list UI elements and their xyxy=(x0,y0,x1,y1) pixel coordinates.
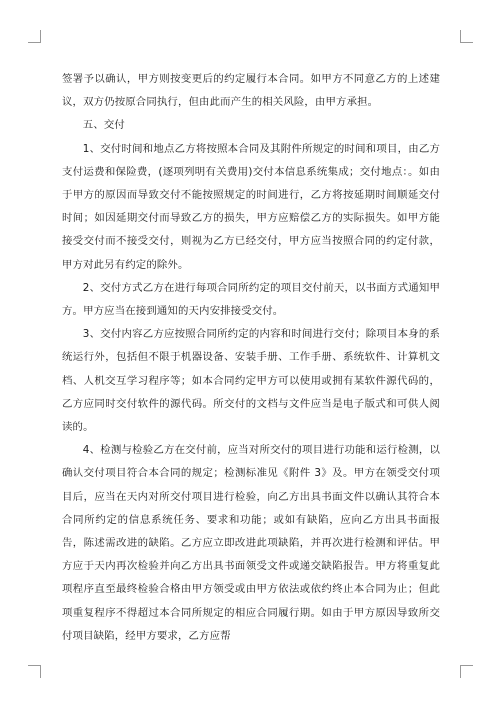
paragraph-delivery-method: 2、交付方式乙方在进行每项合同所约定的项目交付前天，以书面方式通知甲方。甲方应当在接到通知的天内安排接受交付。 xyxy=(62,281,440,318)
paragraph-testing-inspection: 4、检测与检验乙方在交付前，应当对所交付的项目进行功能和运行检测，以确认交付项目符合本合同的规定；检测标准见《附件 3》及。甲方在领受交付项目后，应当在天内对所交付项目进行检验，向乙方出具书面文件以确认其符合本合同所约定的信息系统任务、要求和功能；或如有缺陷，应向乙方出具书面报告，陈述需改进的缺陷。乙方应立即改进此项缺陷，并再次进行检测和评估。甲方应于天内再次检验并向乙方出具书面领受文件或递交缺陷报告。甲方将重复此项程序直至最终检验合格由甲方领受或由甲方依法或依约终止本合同为止；但此项重复程序不得超过本合同所规定的相应合同履行期。如由于甲方原因导致所交付项目缺陷，经甲方要求，乙方应帮 xyxy=(62,444,440,642)
paragraph-continuation: 签署予以确认，甲方则按变更后的约定履行本合同。如甲方不同意乙方的上述建议，双方仍按原合同执行，但由此而产生的相关风险，由甲方承担。 xyxy=(62,73,440,109)
crop-mark-bottom-left xyxy=(28,665,41,678)
crop-mark-top-right xyxy=(460,30,473,43)
paragraph-delivery-time-place: 1、交付时间和地点乙方将按照本合同及其附件所规定的时间和项目，由乙方支付运费和保险费，(逐项列明有关费用)交付本信息系统集成；交付地点：。如由于甲方的原因而导致交付不能按照规定的时间进行，乙方将按延期时间顺延交付时间；如因延期交付而导致乙方的损失，甲方应赔偿乙方的实际损失。如甲方能接受交付而不接受交付，则视为乙方已经交付，甲方应当按照合同的约定付款，甲方对此另有约定的除外。 xyxy=(62,142,440,271)
crop-mark-top-left xyxy=(28,30,41,43)
paragraph-delivery-content: 3、交付内容乙方应按照合同所约定的内容和时间进行交付；除项目本身的系统运行外，包括但不限于机器设备、安装手册、工作手册、系统软件、计算机文档、人机交互学习程序等；如本合同约定甲方可以使用或拥有某软件源代码的，乙方应同时交付软件的源代码。所交付的文档与文件应当是电子版式和可供人阅读的。 xyxy=(62,328,440,434)
section-heading-delivery: 五、交付 xyxy=(82,119,125,132)
crop-mark-bottom-right xyxy=(460,665,473,678)
document-body xyxy=(62,68,440,648)
